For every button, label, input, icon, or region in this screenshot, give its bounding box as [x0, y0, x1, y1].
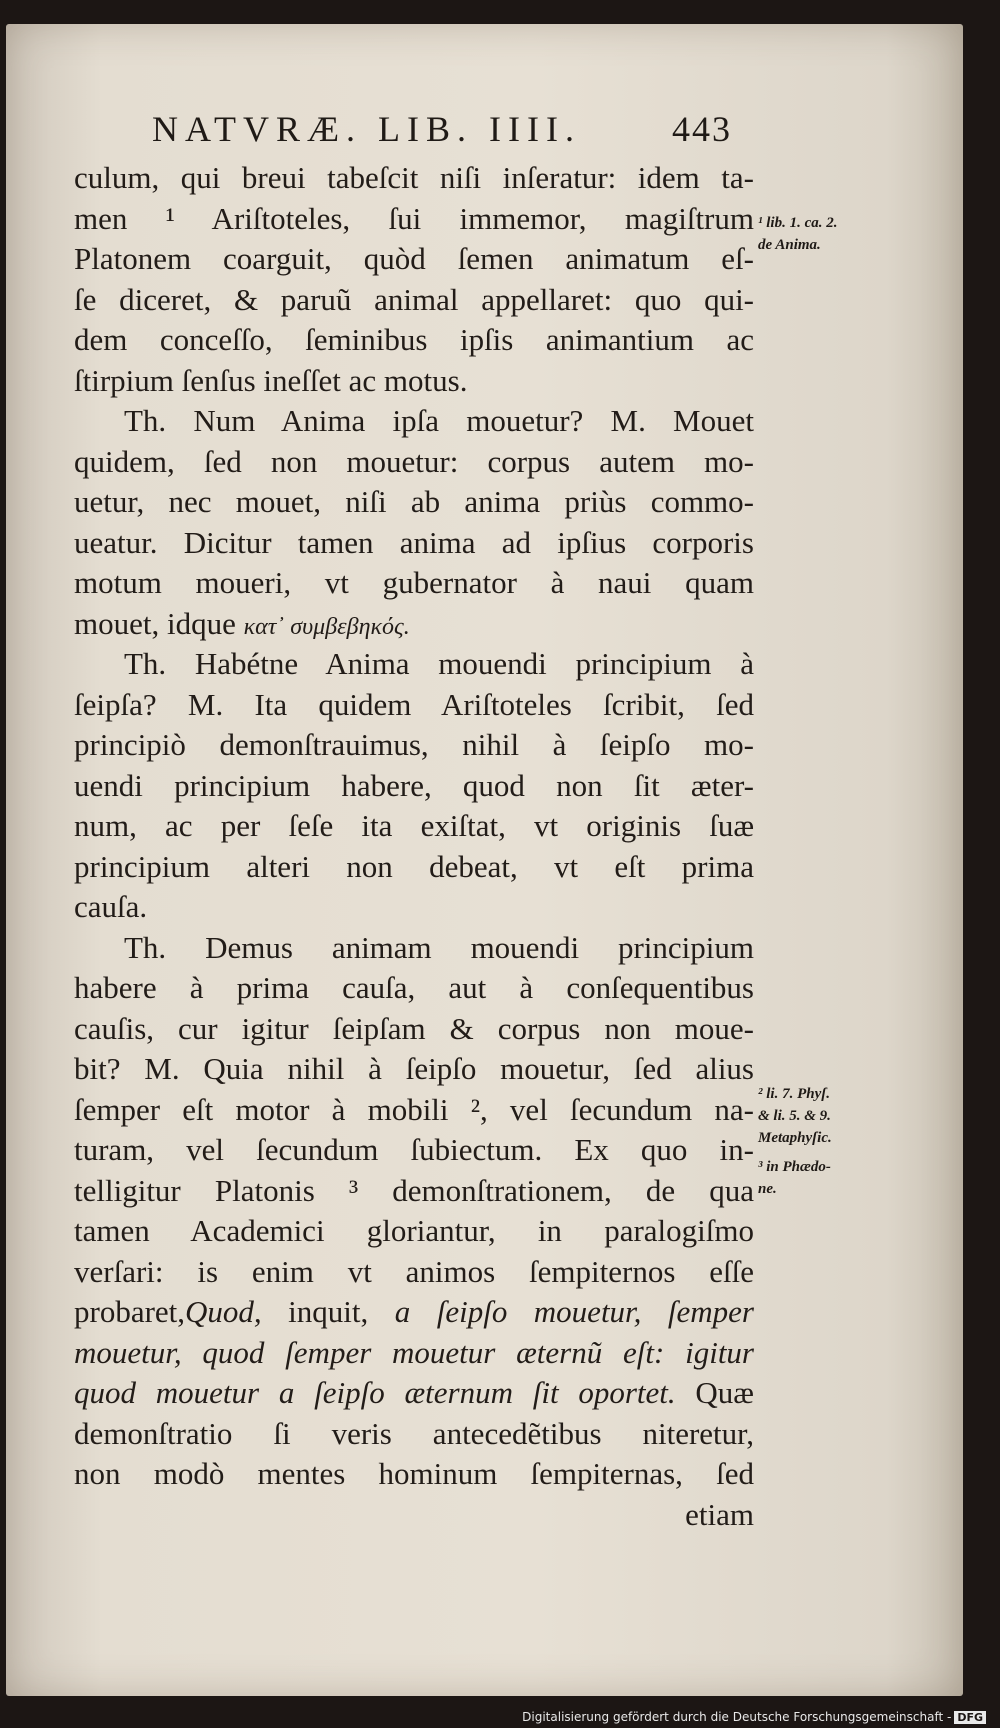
page-number: 443 [672, 109, 732, 149]
text-line: ueatur. Dicitur tamen anima ad ipſius corporis [74, 524, 754, 560]
text-line: verſari: is enim vt animos ſempiternos eſſe [74, 1253, 754, 1289]
text-fragment: mouet, idque [74, 605, 236, 641]
text-line: cauſis, cur igitur ſeipſam & corpus non moue- [74, 1010, 754, 1046]
text-fragment: Quæ [675, 1375, 754, 1410]
text-line: men ¹ Ariſtoteles, ſui immemor, magiſtrum [74, 200, 754, 236]
text-fragment: inquit, [261, 1294, 395, 1329]
text-line-with-greek [74, 604, 754, 645]
margin-note-line: ne. [758, 1181, 777, 1197]
text-line: non modò mentes hominum ſempiternas, ſed [74, 1456, 754, 1491]
text-line: cauſa. [74, 889, 148, 924]
text-line: ſeipſa? M. Ita quidem Ariſtoteles ſcribit, ſed [74, 686, 754, 722]
text-line: bit? M. Quia nihil à ſeipſo mouetur, ſed alius [74, 1051, 754, 1086]
margin-note-line: de Anima. [758, 237, 821, 253]
text-line: tamen Academici gloriantur, in paralogiſmo [74, 1213, 754, 1248]
italic-line: mouetur, quod ſemper mouetur æternũ eſt: igitur [74, 1334, 754, 1370]
text-line: ſe diceret, & paruũ animal appellaret: quo qui- [74, 281, 754, 317]
text-line-mixed [74, 1373, 754, 1414]
margin-note-line: Metaphyſic. [758, 1130, 832, 1146]
text-line: num, ac per ſeſe ita exiſtat, vt originis ſuæ [74, 808, 754, 843]
margin-note-1 [758, 212, 838, 256]
dfg-logo: DFG [954, 1711, 986, 1724]
margin-note-line: ¹ lib. 1. ca. 2. [758, 215, 838, 231]
text-line: uetur, nec mouet, niſi ab anima priùs commo- [74, 484, 754, 519]
text-line: turam, vel ſecundum ſubiectum. Ex quo in- [74, 1132, 754, 1167]
main-text [74, 158, 754, 1535]
text-line: ſtirpium ſenſus ineſſet ac motus. [74, 362, 468, 398]
text-line: telligitur Platonis ³ demonſtrationem, de qua [74, 1172, 754, 1208]
text-line: habere à prima cauſa, aut à conſequentibus [74, 970, 754, 1005]
text-line: Th. Num Anima ipſa mouetur? M. Mouet [124, 403, 754, 438]
digitization-credit [522, 1710, 986, 1724]
text-line: Th. Habétne Anima mouendi principium à [124, 646, 754, 681]
text-line: demonſtratio ſi veris antecedẽtibus niteretur, [74, 1415, 754, 1451]
catchword: etiam [685, 1496, 754, 1532]
text-line: motum moueri, vt gubernator à naui quam [74, 565, 754, 600]
margin-note-line: ³ in Phædo- [758, 1159, 831, 1175]
credit-text: Digitalisierung gefördert durch die Deutsche Forschungsgemeinschaft - [522, 1710, 952, 1724]
text-line: Platonem coarguit, quòd ſemen animatum eſ- [74, 241, 754, 276]
margin-note-line: & li. 5. & 9. [758, 1108, 831, 1124]
text-line: ſemper eſt motor à mobili ², vel ſecundum na- [74, 1091, 754, 1127]
text-fragment: probaret, [74, 1294, 186, 1329]
text-line: culum, qui breui tabeſcit niſi inſeratur: idem ta- [74, 160, 754, 195]
running-header [152, 108, 732, 156]
text-line: principiò demonſtrauimus, nihil à ſeipſo mo- [74, 727, 754, 762]
italic-fragment: Quod, [185, 1294, 262, 1329]
margin-note-3 [758, 1156, 831, 1200]
text-line: uendi principium habere, quod non ſit æter- [74, 767, 754, 803]
greek-phrase: κατ᾿ συμβεβηκός. [243, 613, 410, 640]
italic-fragment: a ſeipſo mouetur, ſemper [394, 1294, 754, 1329]
text-line: dem conceſſo, ſeminibus ipſis animantium ac [74, 322, 754, 357]
text-line: principium alteri non debeat, vt eſt prima [74, 848, 754, 884]
text-line: Th. Demus animam mouendi principium [124, 929, 754, 965]
margin-note-2 [758, 1083, 832, 1149]
text-line: quidem, ſed non mouetur: corpus autem mo- [74, 443, 754, 479]
margin-note-line: ² li. 7. Phyſ. [758, 1086, 830, 1102]
italic-fragment: quod mouetur a ſeipſo æternum ſit oportet. [74, 1375, 676, 1410]
running-title: NATVRÆ. LIB. IIII. [152, 109, 581, 149]
text-line-mixed [74, 1292, 754, 1333]
